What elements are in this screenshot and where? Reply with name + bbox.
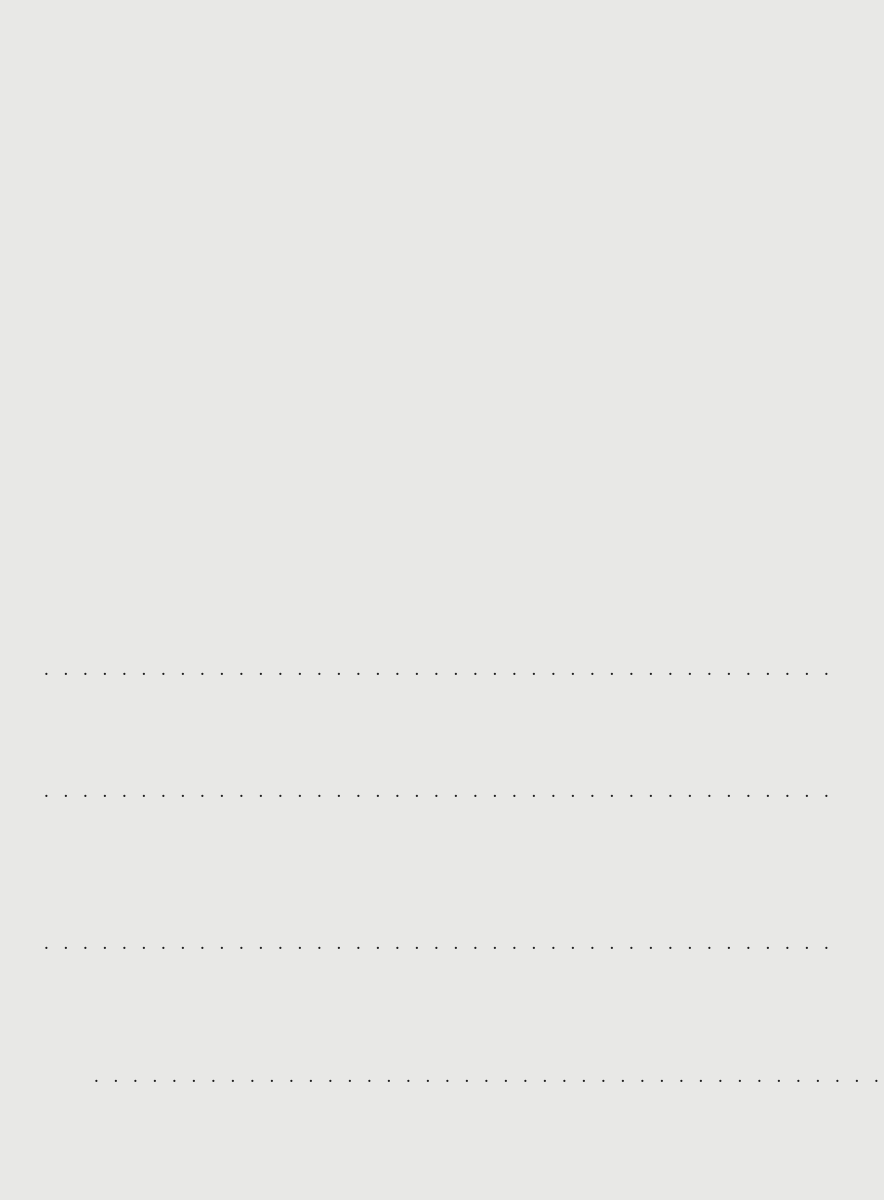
section-title-row (34, 658, 834, 682)
section-title-row (34, 780, 834, 804)
leader-dots: . . . . . . . . . . . . . . . . . . . . . . . . . . . . . . . . . . . . . . . . . (44, 659, 834, 680)
section-title-row (34, 1064, 884, 1090)
section-title-row (34, 932, 834, 956)
leader-dots: . . . . . . . . . . . . . . . . . . . . . . . . . . . . . . . . . . . . . . . . . (44, 781, 834, 802)
leader-dots: . . . . . . . . . . . . . . . . . . . . . . . . . . . . . . . . . . . . . . . . . (44, 933, 834, 954)
section-title-line-2 (34, 1064, 884, 1090)
toc-section-iv (34, 1064, 884, 1102)
running-head (34, 34, 690, 58)
toc-section-i (34, 658, 834, 694)
leader-dots: . . . . . . . . . . . . . . . . . . . . . . . . . . . . . . . . . . . . . . . . . (94, 1066, 884, 1087)
toc-section-iii (34, 932, 834, 968)
toc-section-ii (34, 780, 834, 816)
